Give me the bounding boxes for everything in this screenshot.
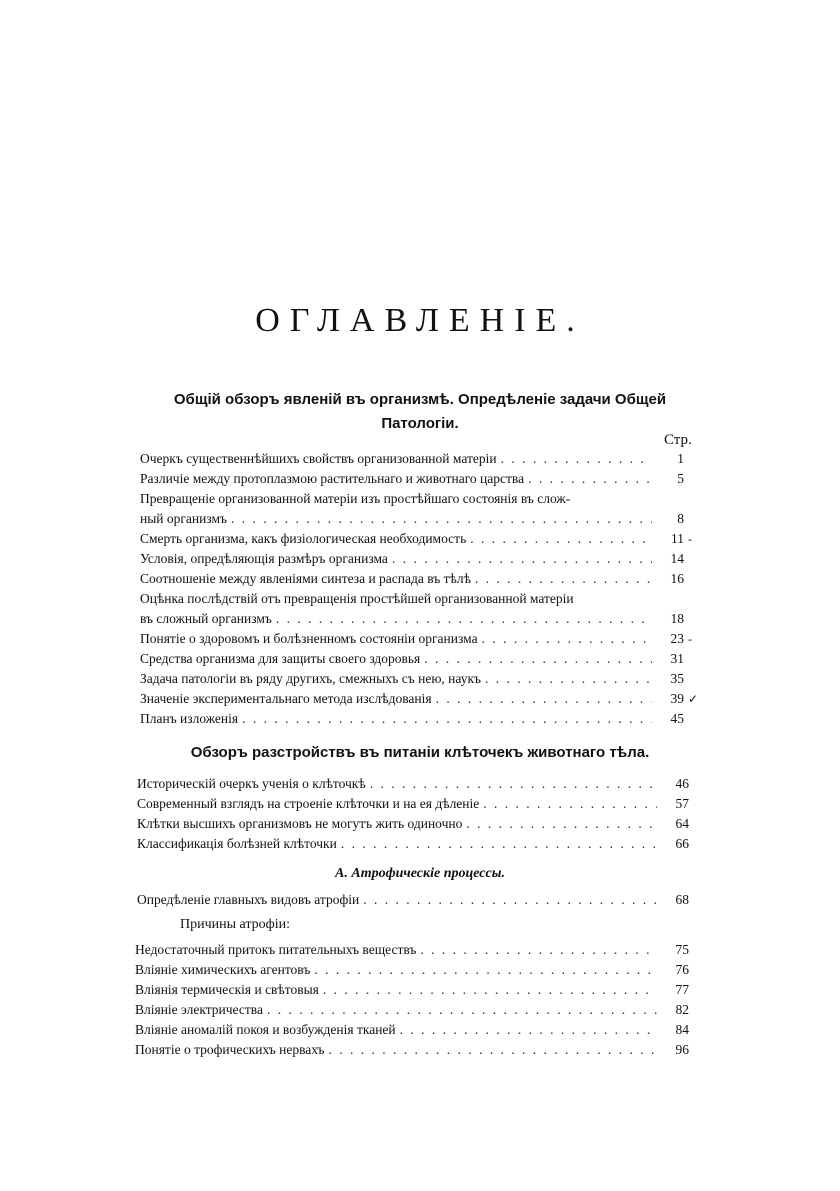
page-column-label: Стр. <box>664 432 692 448</box>
toc-entry-text: Понятіе о трофическихъ нервахъ <box>135 1042 325 1057</box>
toc-entry <box>135 1040 689 1060</box>
section-heading-cells: Обзоръ разстройствъ въ питаніи клѣточекъ животнаго тѣла. <box>190 744 650 761</box>
toc-entry-page: 35 <box>670 671 684 686</box>
toc-entry-page: 84 <box>675 1022 689 1037</box>
toc-entry-text: Превращеніе организованной матеріи изъ простѣйшаго состоянія въ слож- <box>140 491 571 506</box>
toc-entry-text: Средства организма для защиты своего здоровья <box>140 651 421 666</box>
toc-entry <box>135 980 689 1000</box>
toc-entry-page: 96 <box>675 1042 689 1057</box>
toc-entry <box>140 649 684 669</box>
toc-entry-text: Условія, опредѣляющія размѣръ организма <box>140 551 388 566</box>
toc-entry-page: 18 <box>670 611 684 626</box>
toc-entry-text: Недостаточный притокъ питательныхъ веществъ <box>135 942 417 957</box>
toc-entry-text: Понятіе о здоровомъ и болѣзненномъ состояніи организма <box>140 631 478 646</box>
toc-entry-text: Значеніе экспериментальнаго метода изслѣдованія <box>140 691 432 706</box>
toc-entry <box>137 814 689 834</box>
toc-entry-text: Вліяніе аномалій покоя и возбужденія тканей <box>135 1022 396 1037</box>
toc-entry-page: 46 <box>675 776 689 791</box>
margin-mark: - <box>688 532 692 546</box>
toc-entry-page: 66 <box>675 836 689 851</box>
toc-entry-text: Классификація болѣзней клѣточки <box>137 836 337 851</box>
toc-entry <box>137 834 689 854</box>
toc-entry-text: Планъ изложенія <box>140 711 239 726</box>
toc-entry-text: Различіе между протоплазмою растительнаго и животнаго царства <box>140 471 525 486</box>
toc-entry-text: Вліяніе химическихъ агентовъ <box>135 962 311 977</box>
toc-entry <box>137 890 689 910</box>
toc-entry-page: 8 <box>677 511 684 526</box>
toc-entry-page: 82 <box>675 1002 689 1017</box>
margin-mark: - <box>688 632 692 646</box>
toc-entry-page: 76 <box>675 962 689 977</box>
toc-entry-text: Вліяніе электричества <box>135 1002 263 1017</box>
toc-entry-text: Задача патологіи въ ряду другихъ, смежныхъ съ нею, наукъ <box>140 671 481 686</box>
toc-entry <box>140 629 692 649</box>
toc-entry <box>135 1000 689 1020</box>
toc-entry-page: 14 <box>670 551 684 566</box>
toc-entry-page: 64 <box>675 816 689 831</box>
toc-entry-page: 68 <box>675 892 689 907</box>
section-heading-atrophy: А. Атрофическіе процессы. <box>335 866 505 881</box>
toc-entry <box>140 449 684 469</box>
toc-section-atrophy-causes <box>135 940 689 1060</box>
toc-entry <box>135 940 689 960</box>
toc-entry <box>140 589 684 629</box>
toc-entry <box>140 689 699 709</box>
toc-entry-text: Современный взглядъ на строеніе клѣточки и на ея дѣленіе <box>137 796 480 811</box>
toc-entry <box>135 1020 689 1040</box>
toc-entry-text: Смерть организма, какъ физіологическая необходимость <box>140 531 467 546</box>
toc-entry-text: Оцѣнка послѣдствій отъ превращенія простѣйшей организованной матеріи <box>140 591 574 606</box>
toc-entry <box>140 529 692 549</box>
toc-entry-page: 45 <box>670 711 684 726</box>
toc-entry <box>140 549 684 569</box>
toc-entry-page: 1 <box>677 451 684 466</box>
toc-entry-text-cont: ный организмъ <box>140 511 228 526</box>
toc-entry <box>140 469 684 489</box>
toc-entry <box>140 709 684 729</box>
toc-section-general <box>140 449 699 729</box>
toc-entry-text: Клѣтки высшихъ организмовъ не могутъ жить одиночно <box>137 816 463 831</box>
section-heading-general <box>140 388 700 436</box>
margin-mark: ✓ <box>688 692 699 706</box>
toc-entry-text: Соотношеніе между явленіями синтеза и распада въ тѣлѣ <box>140 571 471 586</box>
subheading-atrophy-causes: Причины атрофіи: <box>180 917 291 932</box>
toc-entry-page: 31 <box>670 651 684 666</box>
toc-section-atrophy <box>137 890 689 910</box>
toc-entry-text: Вліянія термическія и свѣтовыя <box>135 982 319 997</box>
toc-entry <box>135 960 689 980</box>
toc-entry-page: 57 <box>675 796 689 811</box>
toc-entry-text: Опредѣленіе главныхъ видовъ атрофіи <box>137 892 360 907</box>
toc-entry-page: 23 <box>670 631 684 646</box>
section-heading-general-line2: Патологіи. <box>381 415 459 432</box>
toc-entry-page: 11 <box>671 531 684 546</box>
toc-entry <box>137 774 689 794</box>
toc-entry-page: 75 <box>675 942 689 957</box>
toc-entry <box>140 669 684 689</box>
section-heading-general-line1: Общій обзоръ явленій въ организмѣ. Опредѣленіе задачи Общей <box>173 391 667 408</box>
toc-section-cells <box>137 774 689 854</box>
toc-entry-page: 5 <box>677 471 684 486</box>
toc-entry-text: Очеркъ существеннѣйшихъ свойствъ организованной матеріи <box>140 451 497 466</box>
toc-entry-page: 39 <box>670 691 684 706</box>
toc-entry-page: 16 <box>670 571 684 586</box>
toc-entry <box>137 794 689 814</box>
toc-entry <box>140 489 684 529</box>
toc-entry-text: Историческій очеркъ ученія о клѣточкѣ <box>137 776 366 791</box>
page-title: ОГЛАВЛЕНІЕ. <box>255 302 585 339</box>
toc-entry <box>140 569 684 589</box>
toc-entry-text-cont: въ сложный организмъ <box>140 611 272 626</box>
toc-entry-page: 77 <box>675 982 689 997</box>
